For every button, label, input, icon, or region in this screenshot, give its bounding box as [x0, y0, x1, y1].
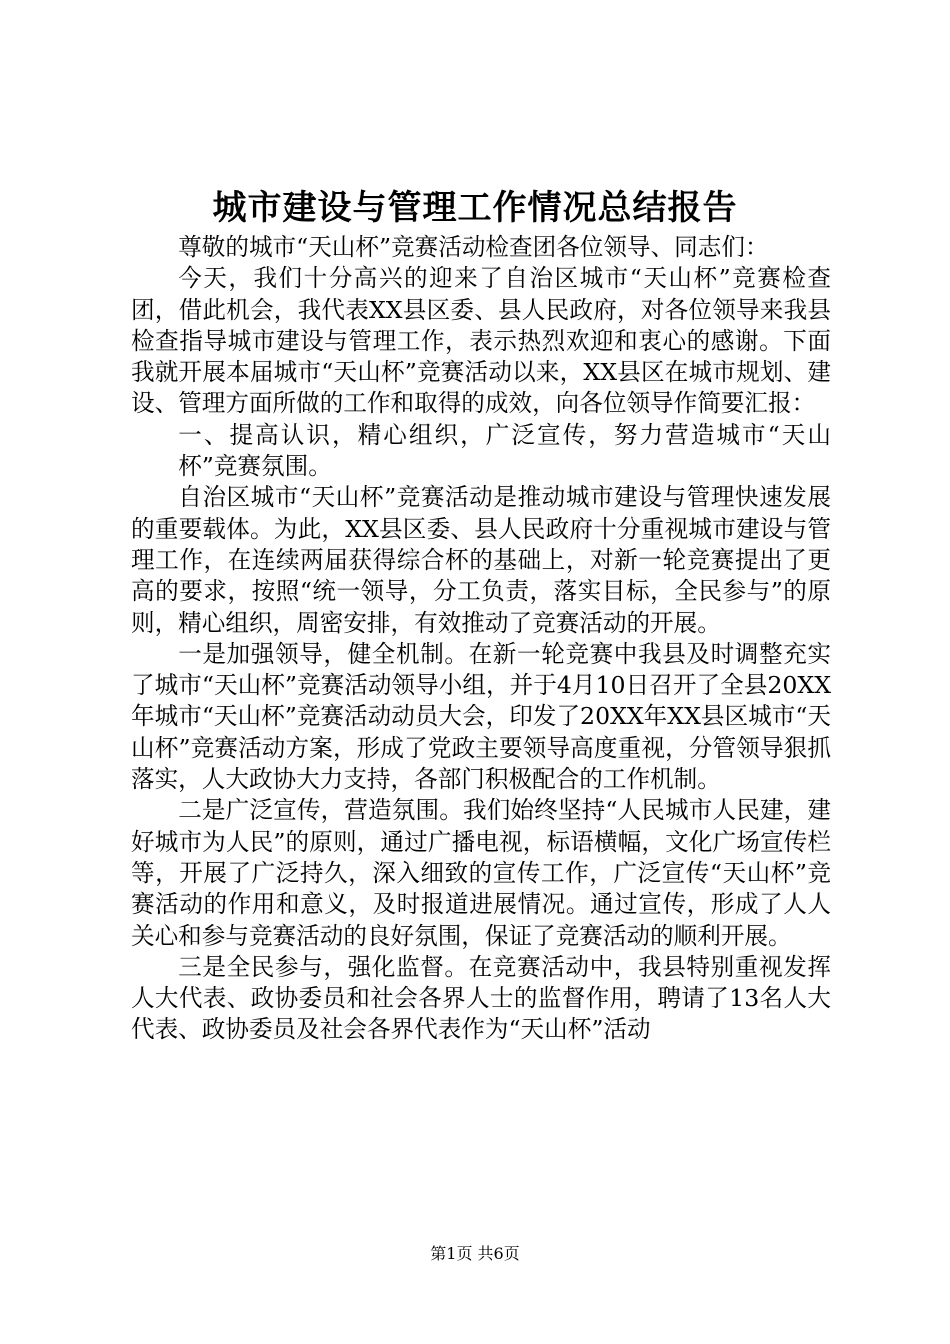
document-body [131, 232, 831, 1046]
section-heading: 一、提高认识，精心组织，广泛宣传，努力营造城市“天山杯”竞赛氛围。 [178, 420, 831, 481]
body-paragraph: 二是广泛宣传，营造氛围。我们始终坚持“人民城市人民建，建好城市为人民”的原则，通过广播电视，标语横幅，文化广场宣传栏等，开展了广泛持久，深入细致的宣传工作，广泛宣传“天山杯”竞赛活动的作用和意义，及时报道进展情况。通过宣传，形成了人人关心和参与竞赛活动的良好氛围，保证了竞赛活动的顺利开展。 [131, 796, 831, 950]
intro-paragraph: 今天，我们十分高兴的迎来了自治区城市“天山杯”竞赛检查团，借此机会，我代表XX县区委、县人民政府，对各位领导来我县检查指导城市建设与管理工作，表示热烈欢迎和衷心的感谢。下面我就开展本届城市“天山杯”竞赛活动以来，XX县区在城市规划、建设、管理方面所做的工作和取得的成效，向各位领导作简要汇报： [131, 264, 831, 418]
body-paragraph: 三是全民参与，强化监督。在竞赛活动中，我县特别重视发挥人大代表、政协委员和社会各界人士的监督作用，聘请了13名人大代表、政协委员及社会各界代表作为“天山杯”活动 [131, 952, 831, 1044]
body-paragraph: 一是加强领导，健全机制。在新一轮竞赛中我县及时调整充实了城市“天山杯”竞赛活动领导小组，并于4月10日召开了全县20XX年城市“天山杯”竞赛活动动员大会，印发了20XX年XX县区城市“天山杯”竞赛活动方案，形成了党政主要领导高度重视，分管领导狠抓落实，人大政协大力支持，各部门积极配合的工作机制。 [131, 639, 831, 794]
page-number-footer: 第1页 共6页 [430, 1244, 520, 1263]
salutation-paragraph: 尊敬的城市“天山杯”竞赛活动检查团各位领导、同志们： [178, 233, 769, 261]
body-paragraph: 自治区城市“天山杯”竞赛活动是推动城市建设与管理快速发展的重要载体。为此，XX县区委、县人民政府十分重视城市建设与管理工作，在连续两届获得综合杯的基础上，对新一轮竞赛提出了更高的要求，按照“统一领导，分工负责，落实目标，全民参与”的原则，精心组织，周密安排，有效推动了竞赛活动的开展。 [131, 483, 831, 637]
document-title: 城市建设与管理工作情况总结报告 [212, 188, 738, 228]
